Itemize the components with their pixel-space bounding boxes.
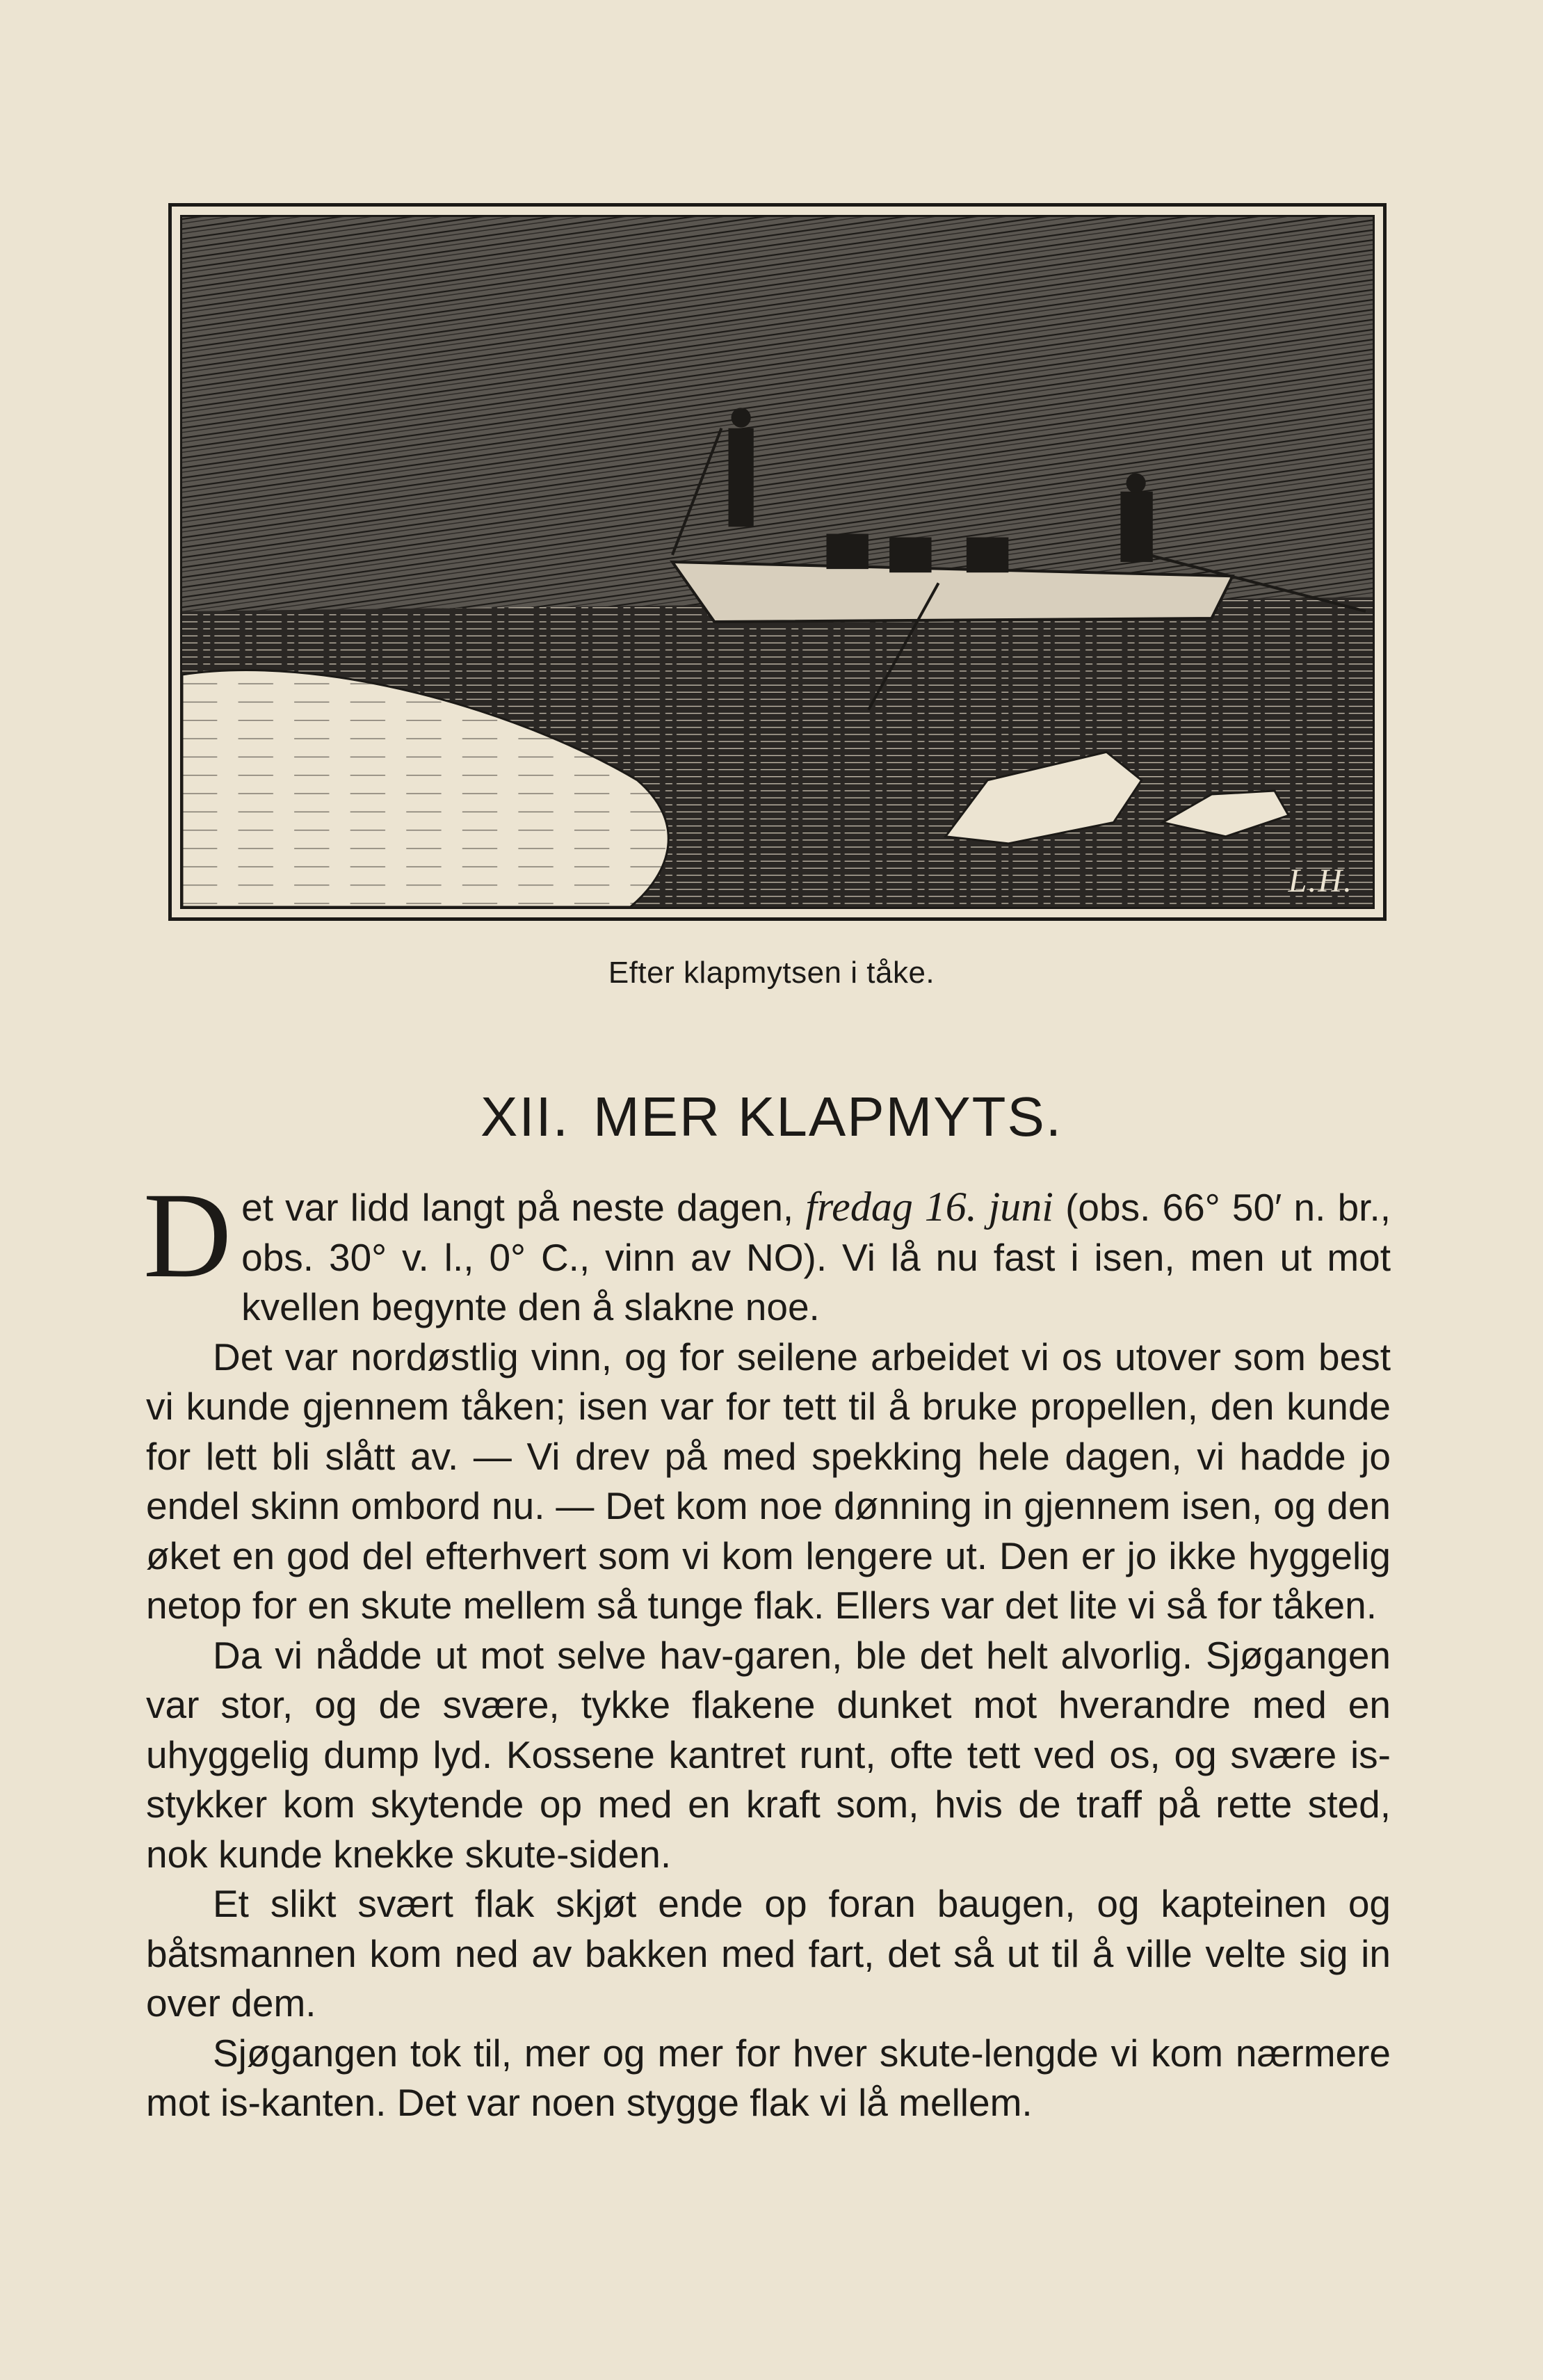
paragraph: Et slikt svært flak skjøt ende op foran baugen, og kapteinen og båtsmannen kom ned av bakken med fart, det så ut til å ville velte sig in over dem. xyxy=(146,1882,1391,2025)
chapter-number: XII. xyxy=(480,1086,569,1148)
chapter-title: MER KLAPMYTS. xyxy=(593,1086,1063,1148)
paragraph-text: et var lidd langt på neste dagen, xyxy=(241,1186,806,1229)
paragraph: Sjøgangen tok til, mer og mer for hver skute-lengde vi kom nærmere mot is-kanten. Det var noen stygge flak vi lå mellem. xyxy=(146,2031,1391,2124)
illustration-frame xyxy=(168,203,1387,921)
rowboat-in-fog-engraving-icon xyxy=(182,217,1373,907)
paragraph xyxy=(143,1168,1391,1333)
chapter-body xyxy=(143,1168,1391,2128)
drop-cap: D xyxy=(143,1168,232,1303)
paragraph-text: (obs. 66° 50′ n. br., obs. 30° v. l., 0° C., vinn av NO). Vi lå nu fast i isen, men ut mot kvellen begynte den å slakne noe. xyxy=(241,1186,1391,1328)
illustrator-monogram: L.H. xyxy=(1288,862,1353,899)
chapter-heading xyxy=(0,1085,1543,1149)
paragraph: Da vi nådde ut mot selve hav-garen, ble det helt alvorlig. Sjøgangen var stor, og de svære, tykke flakene dunket mot hverandre med en uhyggelig dump lyd. Kossene kantret runt, ofte tett ved os, og svære is-stykker kom skytende op med en kraft som, hvis de traff på rette sted, nok kunde knekke skute-siden. xyxy=(146,1633,1391,1876)
illustration-caption: Efter klapmytsen i tåke. xyxy=(608,956,935,990)
illustration xyxy=(180,215,1375,909)
date-italic: fredag 16. juni xyxy=(805,1184,1053,1230)
paragraph: Det var nordøstlig vinn, og for seilene arbeidet vi os utover som best vi kunde gjennem tåken; isen var for tett til å bruke propellen, den kunde for lett bli slått av. — Vi drev på med spekking hele dagen, vi hadde jo endel skinn ombord nu. — Det kom noe dønning in gjennem isen, og den øket en god del efterhvert som vi kom lengere ut. Den er jo ikke hyggelig netop for en skute mellem så tunge flak. Ellers var det lite vi så for tåken. xyxy=(146,1335,1391,1627)
